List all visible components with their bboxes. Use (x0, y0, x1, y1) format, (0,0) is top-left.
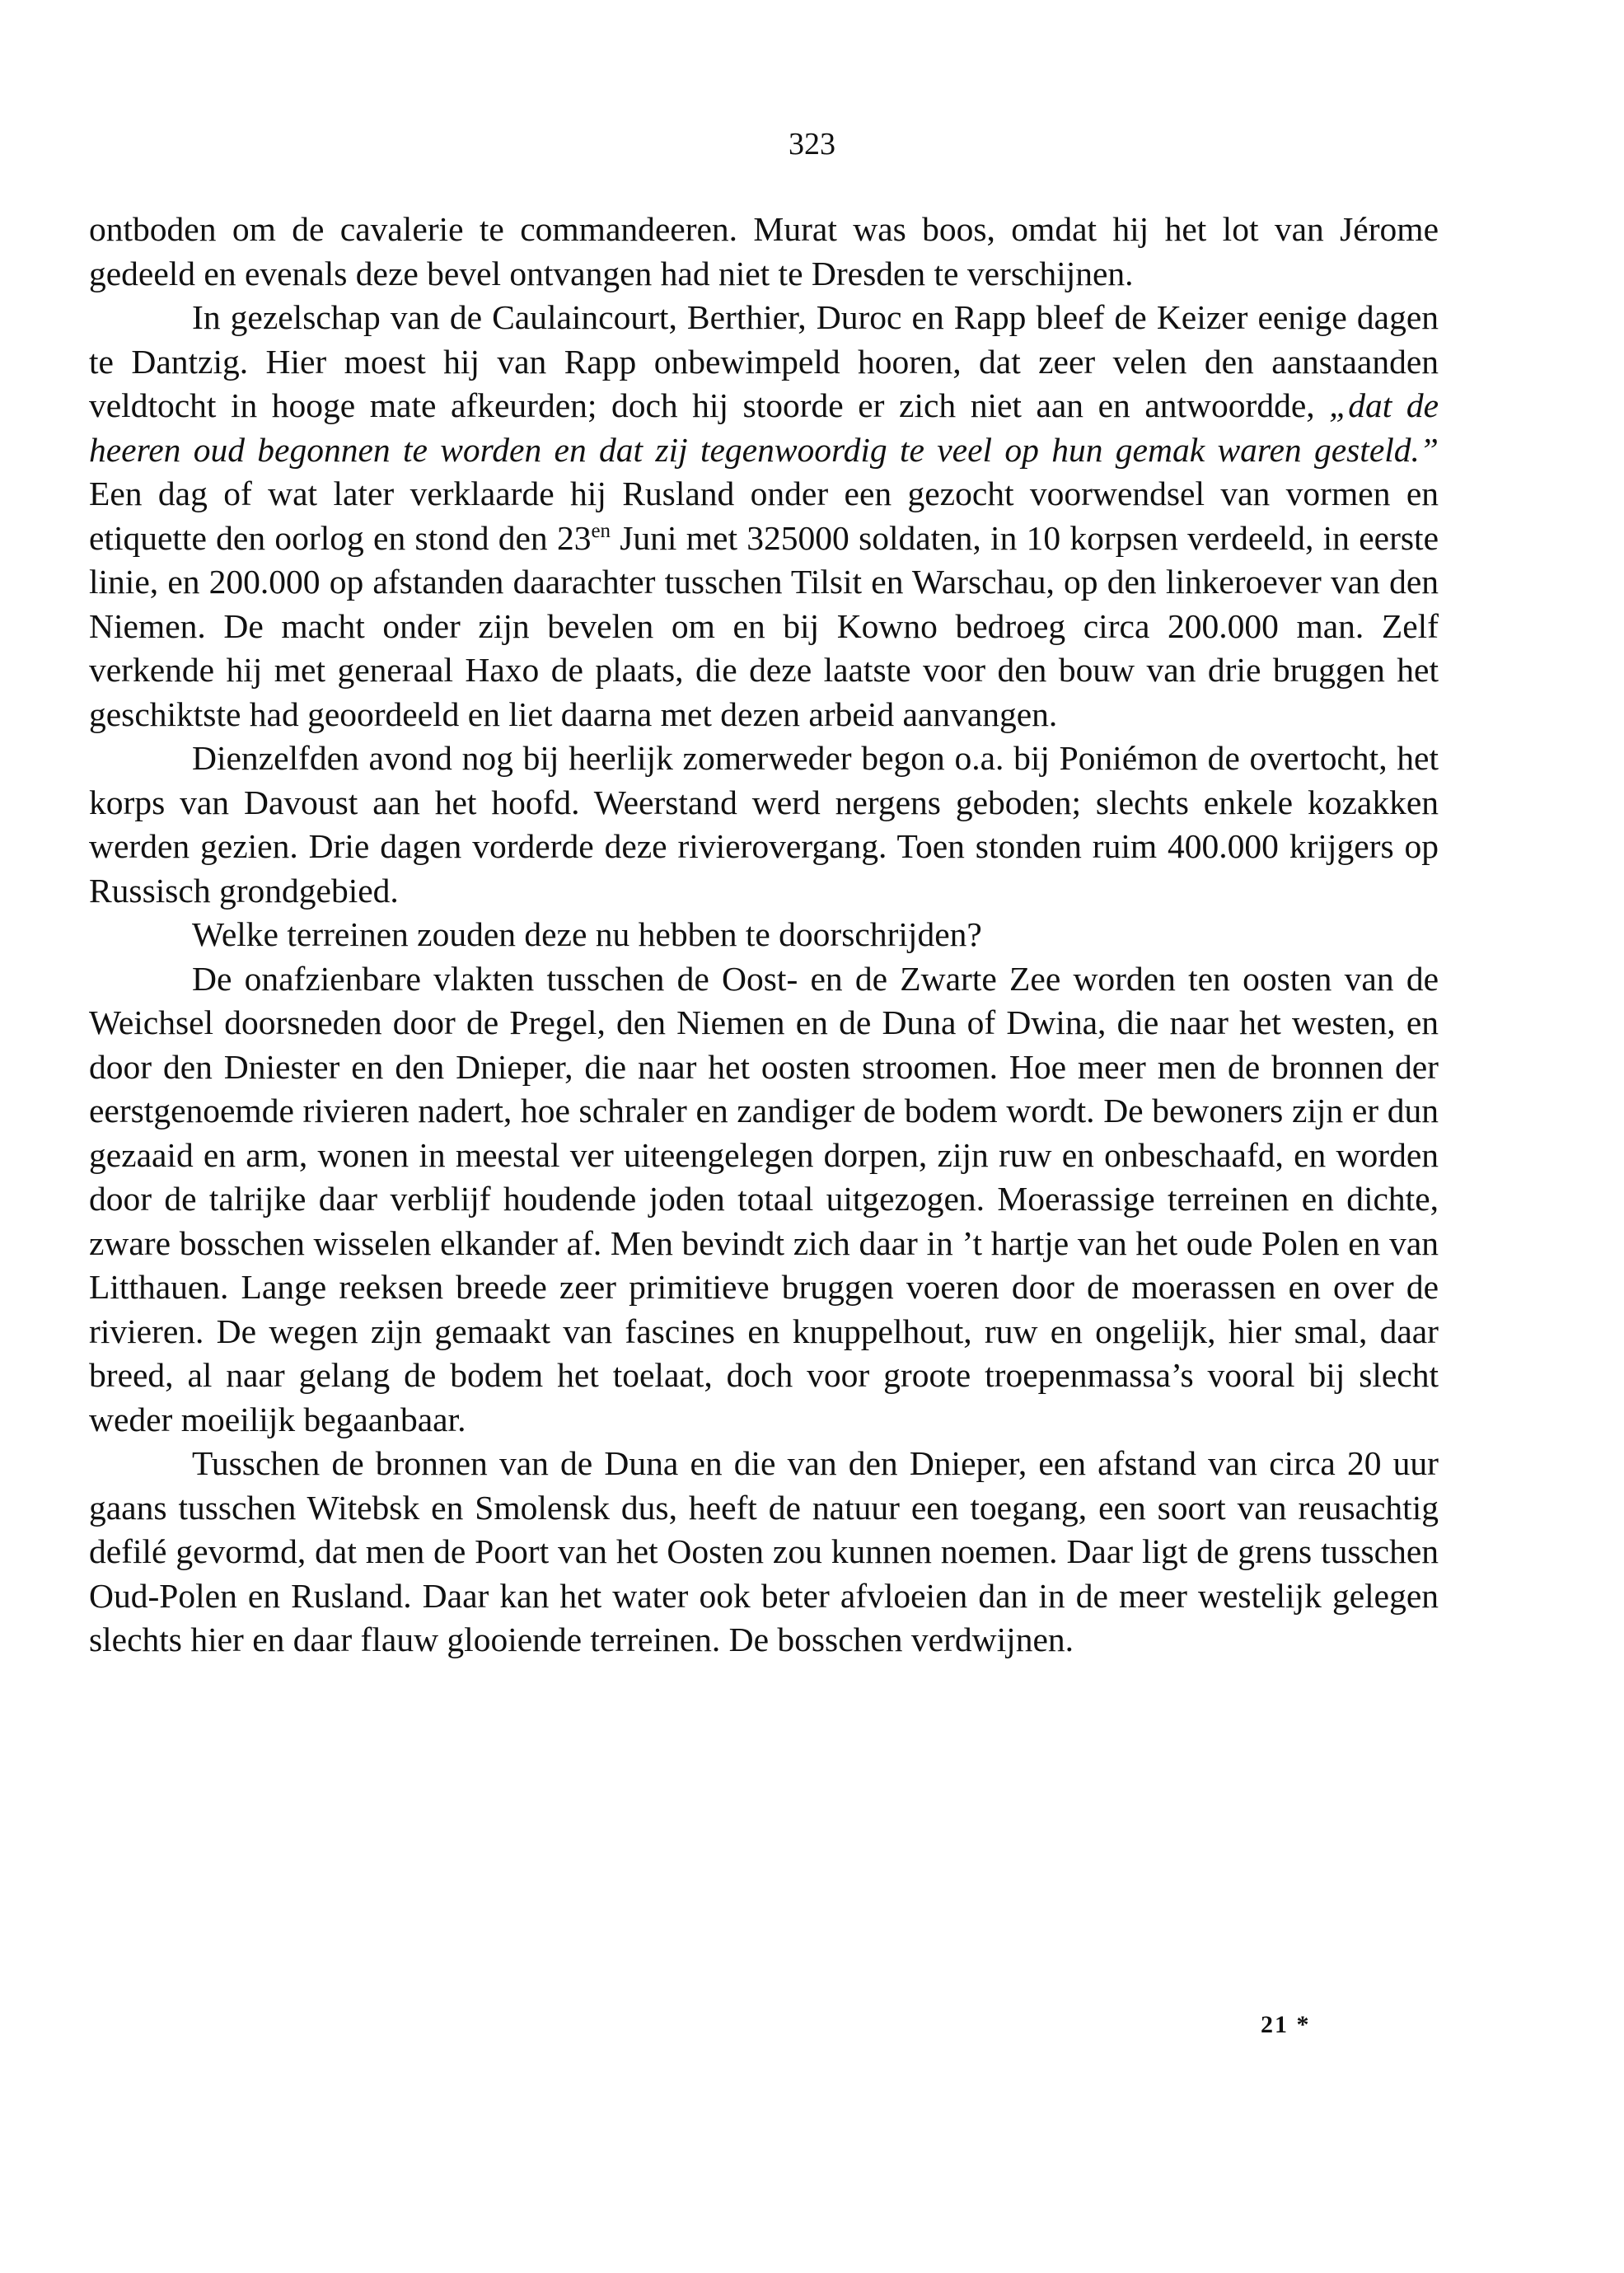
paragraph-2-text-end: Juni met 325000 soldaten, in 10 korpsen verdeeld, in eerste linie, en 200.000 op afstanden daarachter tusschen Tilsit en Warschau, op den linkeroever van den Niemen. De macht onder zijn bevelen om en bij Kowno bedroeg circa 200.000 man. Zelf verkende hij met generaal Haxo de plaats, die deze laatste voor den bouw van drie bruggen het geschiktste had geoordeeld en liet daarna met dezen arbeid aanvangen. (89, 518, 1439, 733)
paragraph-3: Dienzelfden avond nog bij heerlijk zomerweder begon o.a. bij Poniémon de overtocht, het korps van Davoust aan het hoofd. Weerstand werd nergens geboden; slechts enkele kozakken werden gezien. Drie dagen vorderde deze rivierovergang. Toen stonden ruim 400.000 krijgers op Russisch grondgebied. (89, 739, 1439, 910)
paragraph-2-text: In gezelschap van de Caulaincourt, Berthier, Duroc en Rapp bleef de Keizer eenige dagen te Dantzig. Hier moest hij van Rapp onbewimpeld hooren, dat zeer velen den aanstaanden veldtocht in hooge mate afkeurden; doch hij stoorde er zich niet aan en antwoordde, (89, 298, 1439, 424)
paragraph-1: ontboden om de cavalerie te commandeeren. Murat was boos, omdat hij het lot van Jérome gedeeld en evenals deze bevel ontvangen had niet te Dresden te verschijnen. (89, 210, 1439, 292)
paragraph-4: Welke terreinen zouden deze nu hebben te doorschrijden? (192, 915, 982, 953)
paragraph-2-superscript: en (591, 519, 611, 542)
paragraph-2-text-after: Een dag of wat later verklaarde hij Rusland onder een gezocht voorwendsel van vormen en etiquette den oorlog en stond den 23 (89, 475, 1439, 557)
paragraph-2-quote: „dat de heeren oud begonnen te worden en dat zij tegenwoordig te veel op hun gemak waren gesteld.” (89, 386, 1439, 469)
body-text (89, 208, 1439, 1663)
page-number: 323 (789, 127, 835, 161)
paragraph-2 (89, 296, 1439, 737)
signature-mark: 21 * (1261, 2011, 1311, 2038)
paragraph-6: Tusschen de bronnen van de Duna en die van den Dnieper, een afstand van circa 20 uur gaans tusschen Witebsk en Smolensk dus, heeft de natuur een toegang, een soort van reusachtig defilé gevormd, dat men de Poort van het Oosten zou kunnen noemen. Daar ligt de grens tusschen Oud-Polen en Rusland. Daar kan het water ook beter afvloeien dan in de meer westelijk gelegen slechts hier en daar flauw glooiende terreinen. De bosschen verdwijnen. (89, 1444, 1439, 1658)
paragraph-5: De onafzienbare vlakten tusschen de Oost- en de Zwarte Zee worden ten oosten van de Weichsel doorsneden door de Pregel, den Niemen en de Duna of Dwina, die naar het westen, en door den Dniester en den Dnieper, die naar het oosten stroomen. Hoe meer men de bronnen der eerstgenoemde rivieren nadert, hoe schraler en zandiger de bodem wordt. De bewoners zijn er dun gezaaid en arm, wonen in meestal ver uiteengelegen dorpen, zijn ruw en onbeschaafd, en worden door de talrijke daar verblijf houdende joden totaal uitgezogen. Moerassige terreinen en dichte, zware bosschen wisselen elkander af. Men bevindt zich daar in ’t hartje van het oude Polen en van Litthauen. Lange reeksen breede zeer primitieve bruggen voeren door de moerassen en over de rivieren. De wegen zijn gemaakt van fascines en knuppelhout, ruw en ongelijk, hier smal, daar breed, al naar gelang de bodem het toelaat, doch voor groote troepenmassa’s vooral bij slecht weder moeilijk begaanbaar. (89, 959, 1439, 1438)
